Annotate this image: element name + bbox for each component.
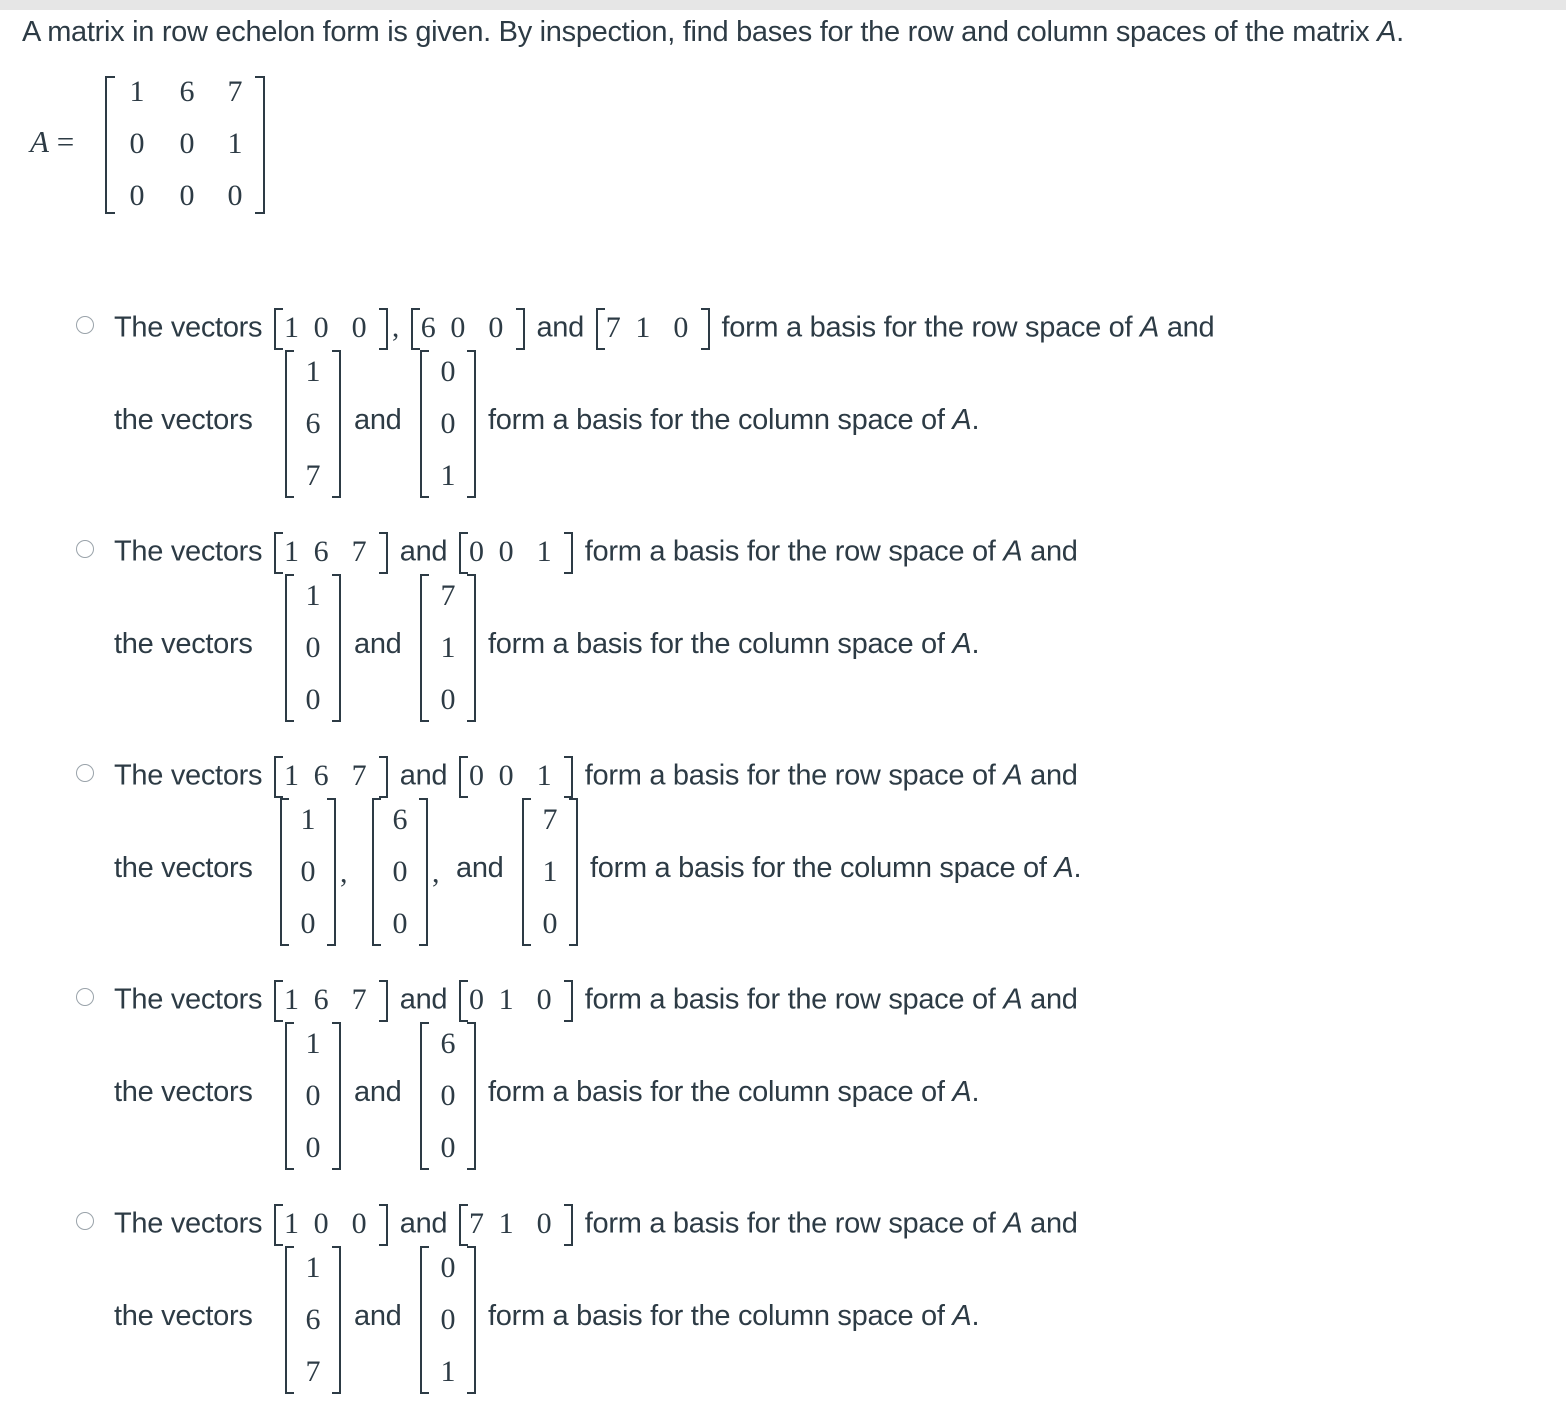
bracket-corner xyxy=(467,1168,474,1170)
bracket-corner xyxy=(419,798,426,800)
answer-option-4[interactable] xyxy=(70,980,1530,1180)
column-space-text: form a basis for the column space of A. xyxy=(488,404,980,436)
answer-option-1[interactable] xyxy=(70,308,1530,508)
bracket-corner xyxy=(467,1246,474,1248)
bracket-corner xyxy=(467,350,474,352)
column-vector: 1 0 0 xyxy=(285,574,341,722)
bracket-corner xyxy=(413,308,420,310)
the-vectors-label: the vectors xyxy=(114,1076,253,1108)
row-vector: 7 1 0 xyxy=(596,308,710,350)
bracket-corner xyxy=(461,796,468,798)
the-vectors-label: the vectors xyxy=(114,628,253,660)
bracket-corner xyxy=(379,532,386,534)
matrix-label: A = xyxy=(30,124,75,159)
bracket-corner xyxy=(282,944,289,946)
bracket-corner xyxy=(564,756,571,758)
the-vectors-label: the vectors xyxy=(114,852,253,884)
radio-button[interactable] xyxy=(76,540,94,558)
column-space-text: form a basis for the column space of A. xyxy=(488,628,980,660)
bracket-corner xyxy=(516,348,523,350)
matrix-cell: 0 xyxy=(129,127,145,160)
top-divider xyxy=(0,0,1566,10)
row-vector: 1 0 0 xyxy=(274,308,388,350)
column-vector: 1 0 0 xyxy=(280,798,336,946)
bracket-corner xyxy=(524,798,531,800)
matrix-cell: 0 xyxy=(179,179,195,212)
bracket-corner xyxy=(569,944,576,946)
bracket-corner xyxy=(701,348,708,350)
bracket-corner xyxy=(276,756,283,758)
bracket-corner xyxy=(379,308,386,310)
column-vector: 0 0 1 xyxy=(420,350,476,498)
bracket-corner xyxy=(413,348,420,350)
and-label: and xyxy=(456,852,504,884)
matrix-cell: 0 xyxy=(179,127,195,160)
bracket-corner xyxy=(564,1244,571,1246)
bracket-corner xyxy=(422,574,429,576)
column-space-text: form a basis for the column space of A. xyxy=(590,852,1082,884)
comma: , xyxy=(340,856,348,889)
the-vectors-label: the vectors xyxy=(114,404,253,436)
bracket-corner xyxy=(332,350,339,352)
column-vector: 1 6 7 xyxy=(285,1246,341,1394)
bracket-corner xyxy=(564,1020,571,1022)
bracket-corner xyxy=(461,980,468,982)
bracket-corner xyxy=(287,1022,294,1024)
and-label: and xyxy=(354,628,402,660)
column-vector: 6 0 0 xyxy=(420,1022,476,1170)
bracket-corner xyxy=(287,1246,294,1248)
bracket-corner xyxy=(467,1022,474,1024)
column-vector: 0 0 1 xyxy=(420,1246,476,1394)
column-vector: 1 0 0 xyxy=(285,1022,341,1170)
bracket-corner xyxy=(374,798,381,800)
row-space-line: The vectors 1 6 7 and 0 0 1 form a basis for the row space of A and xyxy=(114,756,1078,798)
row-vector: 0 1 0 xyxy=(459,980,573,1022)
bracket-corner xyxy=(461,532,468,534)
bracket-corner xyxy=(327,798,334,800)
bracket-corner xyxy=(422,1246,429,1248)
column-vector: 1 6 7 xyxy=(285,350,341,498)
row-vector: 0 0 1 xyxy=(459,756,573,798)
and-label: and xyxy=(354,1076,402,1108)
matrix-cell: 0 xyxy=(227,179,243,212)
matrix-cell: 1 xyxy=(129,75,145,108)
matrix-cell: 1 xyxy=(227,127,243,160)
bracket-corner xyxy=(332,1246,339,1248)
answer-option-5[interactable] xyxy=(70,1204,1530,1404)
bracket-corner xyxy=(564,532,571,534)
bracket-corner xyxy=(461,1204,468,1206)
column-vector: 6 0 0 xyxy=(372,798,428,946)
bracket-corner xyxy=(332,1168,339,1170)
and-label: and xyxy=(354,404,402,436)
bracket-corner xyxy=(422,1022,429,1024)
bracket-corner xyxy=(287,1168,294,1170)
bracket-corner xyxy=(379,348,386,350)
bracket-corner xyxy=(276,348,283,350)
bracket-corner xyxy=(467,496,474,498)
bracket-corner xyxy=(327,944,334,946)
bracket-corner xyxy=(374,944,381,946)
radio-button[interactable] xyxy=(76,764,94,782)
bracket-corner xyxy=(422,720,429,722)
bracket-corner xyxy=(422,496,429,498)
bracket-corner xyxy=(282,798,289,800)
bracket-corner xyxy=(379,1244,386,1246)
column-vector: 7 1 0 xyxy=(420,574,476,722)
bracket-corner xyxy=(564,572,571,574)
row-space-line: The vectors 1 6 7 and 0 1 0 form a basis for the row space of A and xyxy=(114,980,1078,1022)
bracket-corner xyxy=(379,756,386,758)
row-vector: 1 6 7 xyxy=(274,532,388,574)
row-space-line: The vectors 1 0 0 and 7 1 0 form a basis for the row space of A and xyxy=(114,1204,1078,1246)
bracket-corner xyxy=(598,308,605,310)
bracket-corner xyxy=(379,1020,386,1022)
bracket-corner xyxy=(287,350,294,352)
bracket-corner xyxy=(564,980,571,982)
radio-button[interactable] xyxy=(76,316,94,334)
question-text: A matrix in row echelon form is given. By inspection, find bases for the row and column spaces of the matrix A. xyxy=(22,16,1404,48)
bracket-corner xyxy=(276,1204,283,1206)
bracket-corner xyxy=(569,798,576,800)
bracket-corner xyxy=(467,574,474,576)
bracket-corner xyxy=(379,1204,386,1206)
column-space-text: form a basis for the column space of A. xyxy=(488,1076,980,1108)
bracket-corner xyxy=(276,1244,283,1246)
bracket-corner xyxy=(276,308,283,310)
bracket-corner xyxy=(379,572,386,574)
bracket-corner xyxy=(598,348,605,350)
bracket-corner xyxy=(379,980,386,982)
bracket-corner xyxy=(516,308,523,310)
bracket-corner xyxy=(461,756,468,758)
bracket-corner xyxy=(276,980,283,982)
radio-button[interactable] xyxy=(76,988,94,1006)
bracket-corner xyxy=(422,350,429,352)
bracket-corner xyxy=(332,496,339,498)
answer-option-2[interactable] xyxy=(70,532,1530,732)
row-vector: 1 0 0 xyxy=(274,1204,388,1246)
row-vector: 1 6 7 xyxy=(274,980,388,1022)
bracket-corner xyxy=(419,944,426,946)
radio-button[interactable] xyxy=(76,1212,94,1230)
matrix-cell: 7 xyxy=(227,75,243,108)
comma: , xyxy=(432,856,440,889)
bracket-corner xyxy=(276,532,283,534)
bracket-corner xyxy=(287,496,294,498)
bracket-corner xyxy=(287,720,294,722)
column-vector: 7 1 0 xyxy=(522,798,578,946)
row-space-line: The vectors 1 6 7 and 0 0 1 form a basis for the row space of A and xyxy=(114,532,1078,574)
bracket-corner xyxy=(332,574,339,576)
answer-option-3[interactable] xyxy=(70,756,1530,956)
column-space-text: form a basis for the column space of A. xyxy=(488,1300,980,1332)
bracket-corner xyxy=(422,1168,429,1170)
row-vector: 6 0 0 xyxy=(411,308,525,350)
matrix-A xyxy=(105,76,265,214)
matrix-cell: 0 xyxy=(129,179,145,212)
bracket-corner xyxy=(564,1204,571,1206)
bracket-corner xyxy=(276,1020,283,1022)
row-vector: 1 6 7 xyxy=(274,756,388,798)
bracket-corner xyxy=(276,572,283,574)
bracket-corner xyxy=(332,1022,339,1024)
and-label: and xyxy=(354,1300,402,1332)
row-vector: 0 0 1 xyxy=(459,532,573,574)
bracket-corner xyxy=(287,574,294,576)
bracket-corner xyxy=(467,720,474,722)
bracket-corner xyxy=(332,720,339,722)
bracket-corner xyxy=(524,944,531,946)
the-vectors-label: the vectors xyxy=(114,1300,253,1332)
matrix-cell: 6 xyxy=(179,75,195,108)
row-space-line: The vectors 1 0 0 , 6 0 0 and 7 1 0 form a basis for the row space of A and xyxy=(114,308,1214,350)
bracket-corner xyxy=(701,308,708,310)
row-vector: 7 1 0 xyxy=(459,1204,573,1246)
